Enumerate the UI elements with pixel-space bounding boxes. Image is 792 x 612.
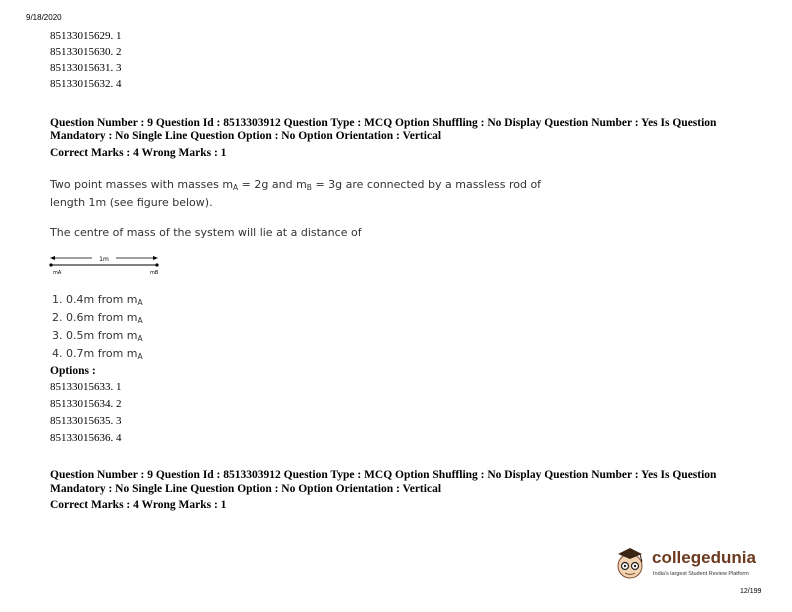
mass-a-label: mA — [53, 270, 62, 276]
option-id-3: 85133015635. 3 — [50, 415, 122, 427]
question-text-part: Two point masses with masses m — [50, 178, 234, 191]
option-id-1: 85133015633. 1 — [50, 381, 122, 393]
question2-meta-line1: Question Number : 9 Question Id : 8513303912 Question Type : MCQ Option Shuffling : No Display Question Number : Yes Is Question — [50, 469, 717, 481]
answer-option-text: 2. 0.6m from m — [52, 311, 138, 324]
question-marks: Correct Marks : 4 Wrong Marks : 1 — [50, 147, 227, 159]
prev-option-2: 85133015630. 2 — [50, 46, 122, 58]
answer-option-sub: A — [137, 316, 143, 325]
print-date: 9/18/2020 — [26, 13, 62, 22]
question-text-part: = 2g and m — [238, 178, 307, 191]
subscript-b: B — [306, 183, 312, 192]
mass-b-point — [155, 263, 158, 266]
prev-option-3: 85133015631. 3 — [50, 62, 122, 74]
subscript-a: A — [233, 183, 239, 192]
answer-option-sub: A — [137, 298, 143, 307]
brand-logo — [612, 544, 772, 584]
rod-figure — [48, 252, 164, 276]
question-text-line2: length 1m (see figure below). — [50, 196, 213, 209]
brand-tagline: India's largest Student Review Platform — [653, 571, 749, 577]
mascot-icon — [612, 544, 650, 582]
question-text-line3: The centre of mass of the system will lie at a distance of — [50, 226, 362, 239]
answer-option-text: 3. 0.5m from m — [52, 329, 138, 342]
page-number: 12/199 — [740, 588, 762, 595]
answer-option-4 — [52, 345, 143, 364]
answer-option-3 — [52, 327, 143, 346]
question-text-line1 — [50, 176, 541, 194]
prev-option-4: 85133015632. 4 — [50, 78, 122, 90]
brand-name: collegedunia — [652, 548, 756, 567]
answer-option-2 — [52, 309, 143, 328]
arrow-right-head — [153, 256, 158, 260]
arrow-left-head — [50, 256, 55, 260]
prev-option-1: 85133015629. 1 — [50, 30, 122, 42]
length-label: 1m — [99, 256, 109, 263]
option-id-2: 85133015634. 2 — [50, 398, 122, 410]
question-text-part: = 3g are connected by a massless rod of — [311, 178, 542, 191]
options-heading: Options : — [50, 365, 96, 377]
question2-meta-line2: Mandatory : No Single Line Question Option : No Option Orientation : Vertical — [50, 483, 442, 495]
answer-option-sub: A — [137, 352, 143, 361]
mass-b-label: mB — [150, 270, 159, 276]
answer-option-sub: A — [137, 334, 143, 343]
answer-option-text: 4. 0.7m from m — [52, 347, 138, 360]
answer-option-1 — [52, 291, 143, 310]
question2-marks: Correct Marks : 4 Wrong Marks : 1 — [50, 499, 227, 511]
question-meta-line2: Mandatory : No Single Line Question Option : No Option Orientation : Vertical — [50, 130, 442, 142]
answer-option-text: 1. 0.4m from m — [52, 293, 138, 306]
option-id-4: 85133015636. 4 — [50, 432, 122, 444]
question-meta-line1: Question Number : 9 Question Id : 8513303912 Question Type : MCQ Option Shuffling : No Display Question Number : Yes Is Question — [50, 117, 717, 129]
